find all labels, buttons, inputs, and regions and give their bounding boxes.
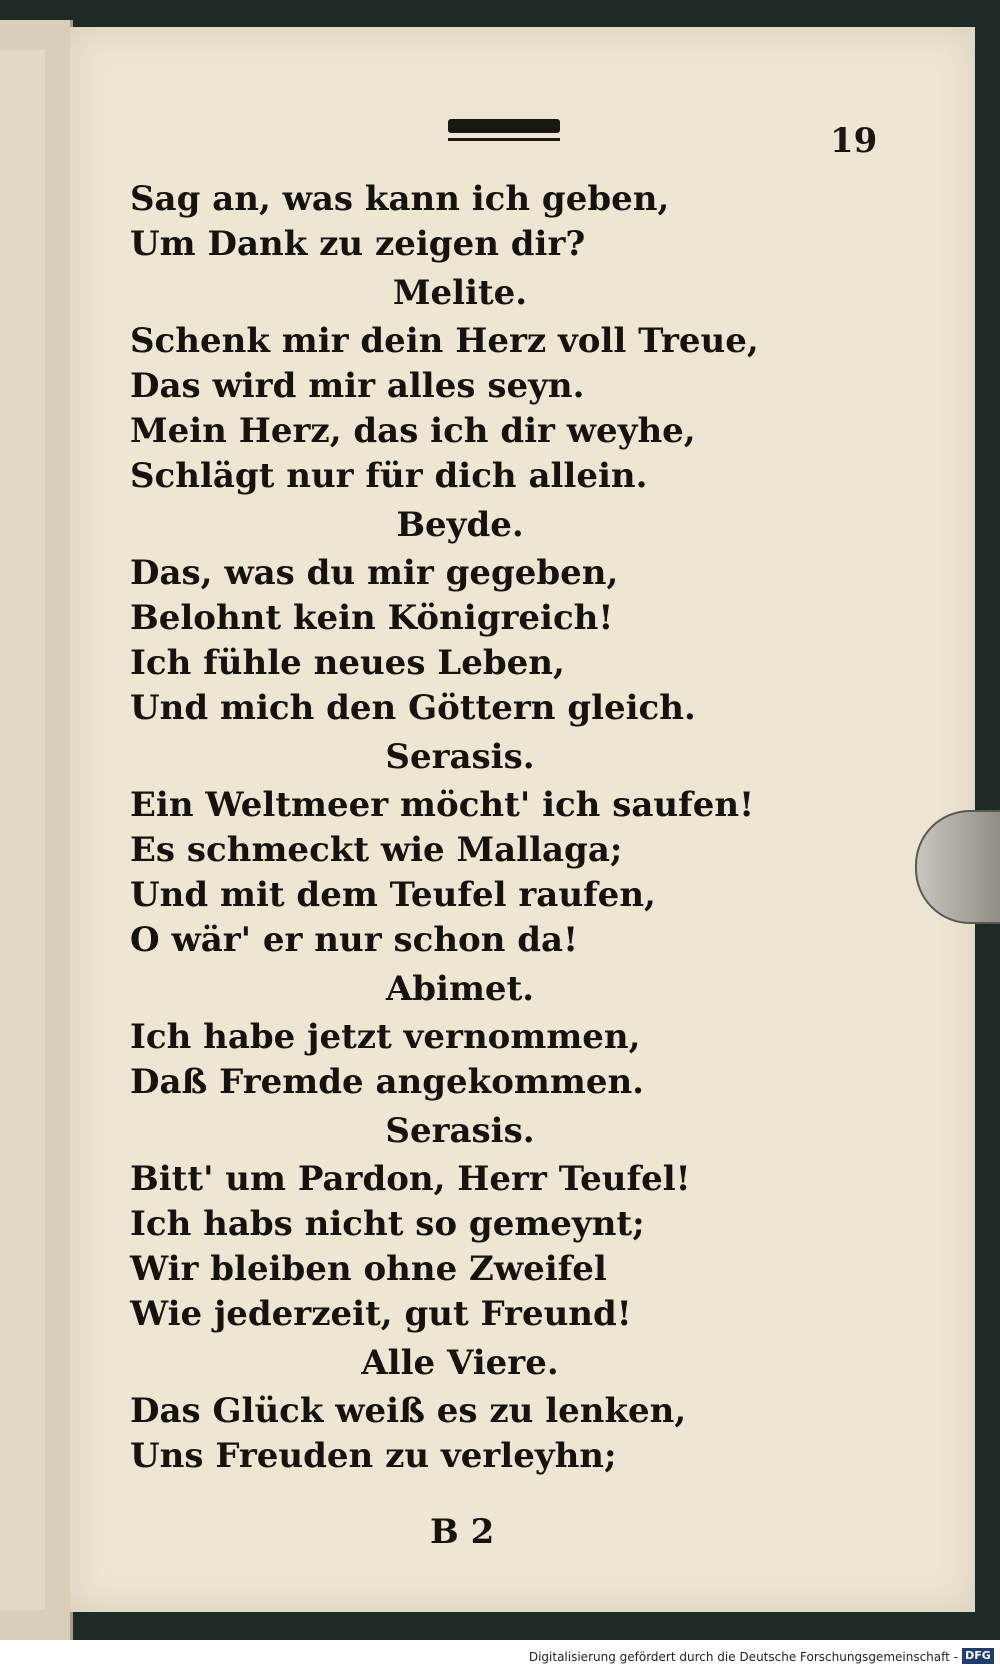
speaker-name: Serasis. [385, 1111, 535, 1151]
verse-line: Mein Herz, das ich dir weyhe, [130, 411, 696, 451]
dfg-logo: DFG [962, 1648, 994, 1664]
speaker-name: Abimet. [385, 969, 535, 1009]
verse-text [130, 177, 830, 1479]
verse-line: Ein Weltmeer möcht' ich saufen! [130, 785, 755, 825]
verse-line: Das wird mir alles seyn. [130, 366, 585, 406]
funding-credit: Digitalisierung gefördert durch die Deutsche Forschungsgemeinschaft - [528, 1650, 958, 1664]
verse-line: Schenk mir dein Herz voll Treue, [130, 321, 759, 361]
verse-line: Wie jederzeit, gut Freund! [130, 1294, 632, 1334]
verse-line: Uns Freuden zu verleyhn; [130, 1436, 617, 1476]
verse-line: Schlägt nur für dich allein. [130, 456, 648, 496]
verse-line: Ich habs nicht so gemeynt; [130, 1204, 645, 1244]
page-number: 19 [830, 121, 878, 161]
verse-line: Ich fühle neues Leben, [130, 643, 565, 683]
verse-line: Bitt' um Pardon, Herr Teufel! [130, 1159, 691, 1199]
speaker-name: Melite. [392, 273, 528, 313]
speaker-name: Beyde. [396, 505, 524, 545]
facing-page-edge [0, 20, 73, 1640]
verse-line: Es schmeckt wie Mallaga; [130, 830, 623, 870]
verse-line: Und mich den Göttern gleich. [130, 688, 696, 728]
header-rule-thin [448, 138, 560, 141]
verse-line: Sag an, was kann ich geben, [130, 179, 670, 219]
verse-line: Belohnt kein Königreich! [130, 598, 614, 638]
speaker-name: Alle Viere. [361, 1343, 559, 1383]
verse-line: Das Glück weiß es zu lenken, [130, 1391, 687, 1431]
speaker-name: Serasis. [385, 737, 535, 777]
verse-line: Ich habe jetzt vernommen, [130, 1017, 641, 1057]
verse-line: Um Dank zu zeigen dir? [130, 224, 586, 264]
verse-line: O wär' er nur schon da! [130, 920, 579, 960]
signature-mark: B 2 [430, 1512, 495, 1552]
header-rule [448, 119, 560, 133]
verse-line: Wir bleiben ohne Zweifel [130, 1249, 607, 1289]
verse-line: Das, was du mir gegeben, [130, 553, 619, 593]
book-page [70, 27, 975, 1612]
verse-line: Und mit dem Teufel raufen, [130, 875, 656, 915]
verse-line: Daß Fremde angekommen. [130, 1062, 645, 1102]
facing-page-inner [0, 50, 45, 1610]
